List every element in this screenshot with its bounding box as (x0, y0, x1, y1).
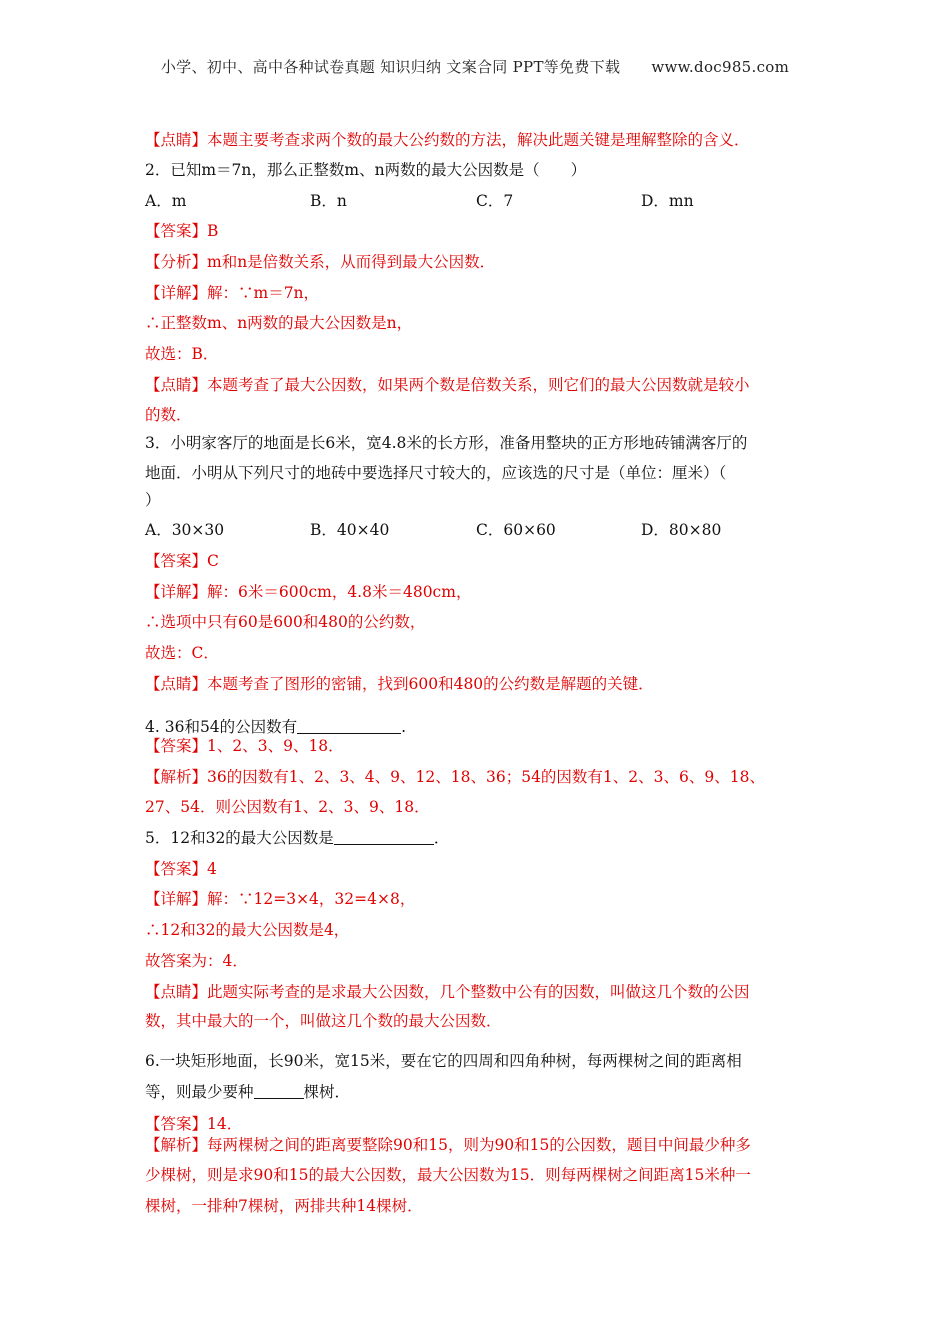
note-line: 的数． (145, 406, 192, 424)
question-4-end: . (401, 718, 407, 736)
question-6-text: 等，则最少要种 (145, 1083, 254, 1101)
question-5 (145, 827, 449, 849)
solution-line: 故选：B． (145, 345, 219, 363)
option-c: C．7 (476, 192, 514, 210)
note-line: 【点睛】此题实际考查的是求最大公因数，几个整数中公有的因数，叫做这几个数的公因 (145, 983, 750, 1001)
option-a: A．m (145, 192, 187, 210)
solution-line: ∴选项中只有60是600和480的公约数， (145, 613, 426, 631)
question-5-end: ． (433, 829, 450, 847)
solution-line: 故答案为：4． (145, 952, 248, 970)
option-b: B．40×40 (310, 521, 390, 539)
note-line: 【点睛】本题考查了图形的密铺，找到600和480的公约数是解题的关键． (145, 675, 654, 693)
solution-line: ∴12和32的最大公因数是4， (145, 921, 350, 939)
analysis-line: 【解析】每两棵树之间的距离要整除90和15，则为90和15的公因数，题目中间最少种多 (145, 1136, 751, 1154)
answer-blank (334, 828, 434, 845)
solution-line: ∴正整数m、n两数的最大公因数是n， (145, 314, 413, 332)
page-header (0, 56, 950, 77)
note-line: 数，其中最大的一个，叫做这几个数的最大公因数． (145, 1012, 502, 1030)
question-6: 6.一块矩形地面，长90米，宽15米，要在它的四周和四角种树，每两棵树之间的距离相 (145, 1052, 742, 1070)
answer-line: 【答案】14． (145, 1115, 243, 1133)
answer-line: 【答案】C (145, 552, 219, 570)
option-b: B．n (310, 192, 347, 210)
answer-line: 【答案】4 (145, 860, 217, 878)
question-6 (145, 1081, 350, 1103)
question-4-text: 4. 36和54的公因数有 (145, 718, 298, 736)
option-a: A．30×30 (145, 521, 225, 539)
question-5-text: 5．12和32的最大公因数是 (145, 829, 334, 847)
solution-line: 【详解】解：6米＝600cm，4.8米＝480cm， (145, 583, 472, 601)
solution-line: 故选：C． (145, 644, 219, 662)
solution-line: 【详解】解：∵12=3×4，32=4×8， (145, 890, 416, 908)
solution-line: 【详解】解：∵m＝7n， (145, 284, 320, 302)
header-site-link[interactable]: www.doc985.com (651, 58, 790, 76)
analysis-line: 27、54．则公因数有1、2、3、9、18． (145, 798, 430, 816)
question-2: 2．已知m＝7n，那么正整数m、n两数的最大公因数是（ ） (145, 161, 587, 179)
note-line: 【点睛】本题考查了最大公因数，如果两个数是倍数关系，则它们的最大公因数就是较小 (145, 376, 750, 394)
question-6-end: 棵树． (303, 1083, 351, 1101)
option-d: D．80×80 (641, 521, 722, 539)
header-title: 小学、初中、高中各种试卷真题 知识归纳 文案合同 PPT等免费下载 (160, 58, 621, 76)
analysis-line: 【解析】36的因数有1、2、3、4、9、12、18、36；54的因数有1、2、3、6、9、18、 (145, 768, 765, 786)
answer-blank (297, 717, 401, 734)
question-3: ） (145, 491, 161, 509)
analysis-line: 少棵树，则是求90和15的最大公因数，最大公因数为15．则每两棵树之间距离15米种一 (145, 1166, 751, 1184)
answer-line: 【答案】B (145, 222, 219, 240)
analysis-line: 棵树，一排种7棵树，两排共种14棵树． (145, 1197, 423, 1215)
analysis-line: 【分析】m和n是倍数关系，从而得到最大公因数． (145, 253, 496, 271)
question-3: 3．小明家客厅的地面是长6米，宽4.8米的长方形，准备用整块的正方形地砖铺满客厅的 (145, 434, 748, 452)
answer-blank (254, 1082, 304, 1099)
option-c: C．60×60 (476, 521, 556, 539)
question-3: 地面．小明从下列尺寸的地砖中要选择尺寸较大的，应该选的尺寸是（单位：厘米）（ (145, 464, 727, 482)
answer-line: 【答案】1、2、3、9、18． (145, 737, 344, 755)
note-line: 【点睛】本题主要考查求两个数的最大公约数的方法，解决此题关键是理解整除的含义． (145, 131, 750, 149)
option-d: D．mn (641, 192, 694, 210)
